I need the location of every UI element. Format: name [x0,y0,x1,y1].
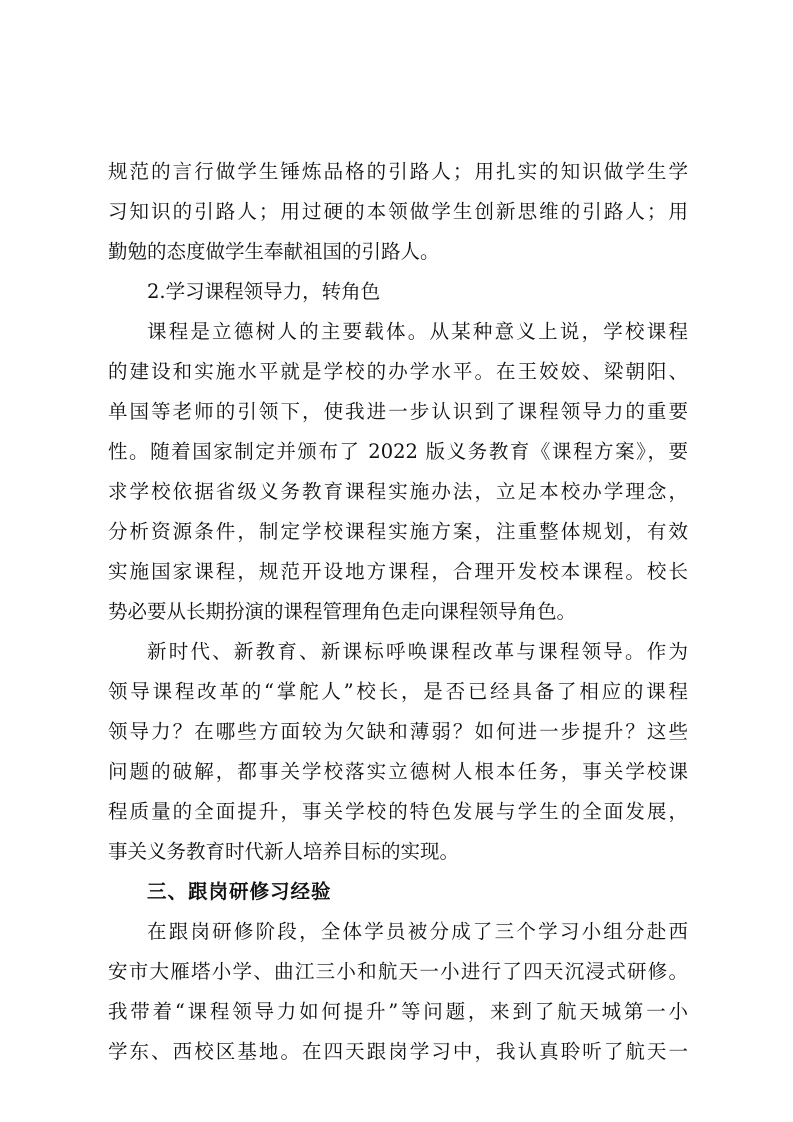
paragraph-line: 的建设和实施水平就是学校的办学水平。在王姣姣、梁朝阳、 [108,360,688,383]
paragraph-line: 事关义务教育时代新人培养目标的实现。 [108,840,460,863]
paragraph-line: 问题的破解，都事关学校落实立德树人根本任务，事关学校课 [108,760,688,783]
paragraph-line: 课程是立德树人的主要载体。从某种意义上说，学校课程 [147,320,688,343]
paragraph-line: 新时代、新教育、新课标呼唤课程改革与课程领导。作为 [147,640,688,663]
paragraph-line: 领导力？在哪些方面较为欠缺和薄弱？如何进一步提升？这些 [108,720,688,743]
paragraph-line: 程质量的全面提升，事关学校的特色发展与学生的全面发展， [108,800,688,823]
paragraph-line: 勤勉的态度做学生奉献祖国的引路人。 [108,240,440,263]
paragraph-line: 求学校依据省级义务教育课程实施办法，立足本校办学理念， [108,480,688,503]
paragraph-line: 规范的言行做学生锤炼品格的引路人；用扎实的知识做学生学 [108,160,688,183]
paragraph-line: 势必要从长期扮演的课程管理角色走向课程领导角色。 [108,600,577,623]
paragraph-line: 安市大雁塔小学、曲江三小和航天一小进行了四天沉浸式研修。 [108,960,688,983]
paragraph-line: 习知识的引路人；用过硬的本领做学生创新思维的引路人；用 [108,200,688,223]
subsection-heading: 2.学习课程领导力，转角色 [147,280,381,303]
paragraph-line: 在跟岗研修阶段，全体学员被分成了三个学习小组分赴西 [147,920,688,943]
paragraph-line: 学东、西校区基地。在四天跟岗学习中，我认真聆听了航天一 [108,1040,688,1063]
paragraph-line: 分析资源条件，制定学校课程实施方案，注重整体规划，有效 [108,520,688,543]
paragraph-line: 实施国家课程，规范开设地方课程，合理开发校本课程。校长 [108,560,688,583]
paragraph-line: 我带着“课程领导力如何提升”等问题，来到了航天城第一小 [108,1000,688,1023]
paragraph-line: 单国等老师的引领下，使我进一步认识到了课程领导力的重要 [108,400,688,423]
paragraph-line: 性。随着国家制定并颁布了 2022 版义务教育《课程方案》，要 [108,440,688,463]
paragraph-line: 领导课程改革的“掌舵人”校长，是否已经具备了相应的课程 [108,680,688,703]
section-heading: 三、跟岗研修习经验 [147,880,332,903]
